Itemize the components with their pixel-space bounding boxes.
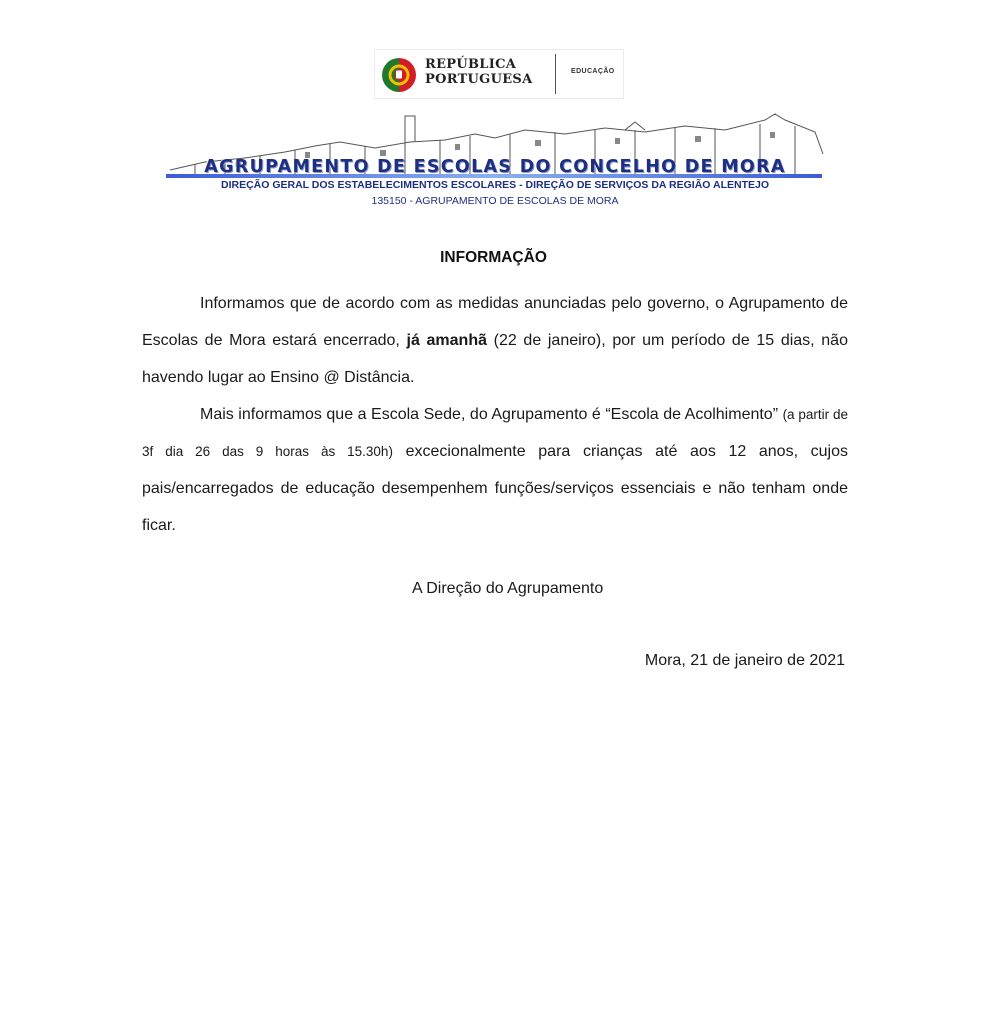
place-date: Mora, 21 de janeiro de 2021 (644, 652, 845, 669)
republica-portuguesa-text: REPÚBLICA PORTUGUESA (425, 57, 533, 87)
header-subtitle-school-code: 135150 - AGRUPAMENTO DE ESCOLAS DE MORA (371, 195, 619, 207)
republica-portuguesa-logo (374, 49, 624, 99)
paragraph-host-school: Mais informamos que a Escola Sede, do Agrupamento é “Escola de Acolhimento” (a partir de 3f dia 26 das 9 horas às 15.30h) excecionalmente para crianças até aos 12 anos, cujos pais/encarregados de educação desempenhem funções/serviços essenciais e não tenham onde ficar. (142, 406, 849, 534)
emphasis-tomorrow: já amanhã (406, 332, 487, 349)
header-subtitle-directorate: DIREÇÃO GERAL DOS ESTABELECIMENTOS ESCOLARES - DIREÇÃO DE SERVIÇOS DA REGIÃO ALENTEJO (220, 179, 769, 191)
schedule-note: (a partir de 3f dia 26 das 9 horas às 15.30h) (142, 407, 848, 459)
signature-line: A Direção do Agrupamento (412, 580, 604, 597)
school-banner-title: AGRUPAMENTO DE ESCOLAS DO CONCELHO DE MORA (204, 157, 786, 177)
logo-divider (555, 54, 556, 94)
portuguese-emblem-icon (379, 55, 419, 95)
paragraph-closure-notice: Informamos que de acordo com as medidas anunciadas pelo governo, o Agrupamento de Escolas de Mora estará encerrado, já amanhã (22 de janeiro), por um período de 15 dias, não havendo lugar ao Ensino @ Distância. (142, 295, 848, 386)
ministry-label: EDUCAÇÃO (571, 68, 615, 75)
document-title: INFORMAÇÃO (440, 249, 547, 266)
document-body (142, 285, 848, 544)
